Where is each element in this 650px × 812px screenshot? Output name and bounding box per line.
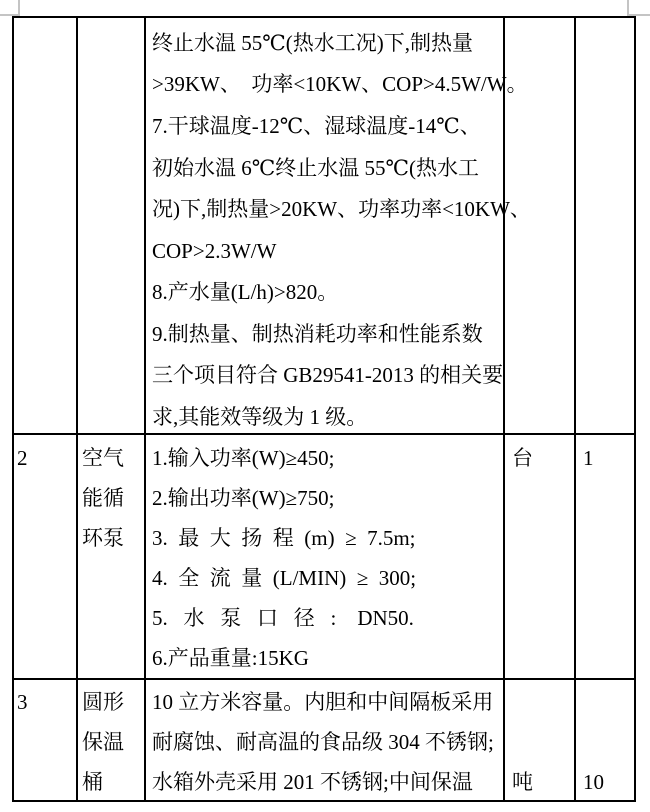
table-col-divider-unit	[574, 16, 576, 802]
spec-line: 6.产品重量:15KG	[152, 646, 309, 670]
item-no: 3	[17, 690, 28, 714]
spec-line: 9.制热量、制热消耗功率和性能系数	[152, 322, 483, 346]
spec-line: 耐腐蚀、耐高温的食品级 304 不锈钢;	[152, 730, 494, 754]
spec-line: 求,其能效等级为 1 级。	[152, 405, 368, 429]
spec-line: 初始水温 6℃终止水温 55℃(热水工	[152, 156, 479, 180]
table-col-divider-no	[76, 16, 78, 802]
table-col-divider-name	[144, 16, 146, 802]
spec-line: 1.输入功率(W)≥450;	[152, 446, 335, 470]
item-name-line: 空气	[82, 446, 124, 470]
item-qty: 1	[583, 446, 594, 470]
margin-mark-left-vertical	[18, 0, 20, 15]
spec-line: COP>2.3W/W	[152, 239, 277, 263]
spec-line: 2.输出功率(W)≥750;	[152, 486, 335, 510]
spec-line: 4. 全 流 量 (L/MIN) ≥ 300;	[152, 566, 417, 590]
item-name-line: 保温	[82, 730, 124, 754]
spec-line: 7.干球温度-12℃、湿球温度-14℃、	[152, 114, 481, 138]
item-unit: 台	[512, 446, 533, 470]
table-border-right	[634, 16, 636, 802]
spec-line: 10 立方米容量。内胆和中间隔板采用	[152, 690, 494, 714]
table-border-bottom	[12, 800, 636, 802]
spec-line: 5. 水 泵 口 径 : DN50.	[152, 606, 414, 630]
spec-line: 终止水温 55℃(热水工况)下,制热量	[152, 31, 473, 55]
table-col-divider-spec	[503, 16, 505, 802]
spec-line: >39KW、 功率<10KW、COP>4.5W/W。	[152, 72, 528, 96]
table-border-left	[12, 16, 14, 802]
table-row-divider-2	[12, 678, 636, 680]
item-name-line: 能循	[82, 486, 124, 510]
item-name-line: 环泵	[82, 526, 124, 550]
spec-line: 3. 最 大 扬 程 (m) ≥ 7.5m;	[152, 526, 416, 550]
item-name-line: 圆形	[82, 690, 124, 714]
table-row-divider-1	[12, 433, 636, 435]
item-name-line: 桶	[82, 770, 103, 794]
table-border-top	[12, 16, 636, 18]
margin-mark-right-vertical	[627, 0, 629, 15]
item-no: 2	[17, 446, 28, 470]
spec-line: 三个项目符合 GB29541-2013 的相关要	[152, 363, 504, 387]
spec-line: 8.产水量(L/h)>820。	[152, 280, 339, 304]
item-unit: 吨	[512, 770, 533, 794]
item-qty: 10	[583, 770, 604, 794]
spec-line: 水箱外壳采用 201 不锈钢;中间保温	[152, 770, 473, 794]
spec-line: 况)下,制热量>20KW、功率功率<10KW、	[152, 197, 531, 221]
